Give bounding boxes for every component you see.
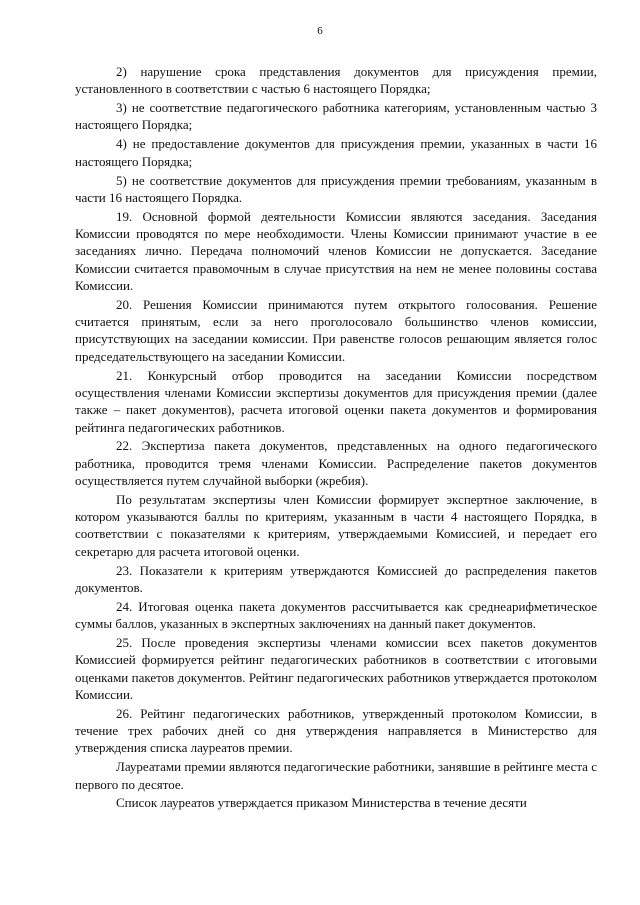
paragraph-25: 25. После проведения экспертизы членами комиссии всех пакетов документов Комиссией формируется рейтинг педагогических работников в соответствии с итоговыми оценками пакетов документов. Рейтинг педагогических работников утверждается протоколом Комиссии. [75, 635, 597, 702]
paragraph-22-continued: По результатам экспертизы член Комиссии формирует экспертное заключение, в котором указываются баллы по критериям, указанным в части 4 настоящего Порядка, в соответствии с показателями к критериям, утверждаемыми Комиссией, и передает его секретарю для расчета итоговой оценки. [75, 491, 597, 559]
paragraph-24: 24. Итоговая оценка пакета документов рассчитывается как среднеарифметическое суммы баллов, указанных в экспертных заключениях на данный пакет документов. [75, 598, 597, 632]
paragraph-19: 19. Основной формой деятельности Комиссии являются заседания. Заседания Комиссии проводятся по мере необходимости. Члены Комиссии принимают участие в ее заседаниях лично. Передача полномочий членов Комиссии не допускается. Заседание Комиссии считается правомочным в случае присутствия на нем не менее половины состава Комиссии. [75, 208, 597, 293]
paragraph-laureates: Лауреатами премии являются педагогические работники, занявшие в рейтинге места с первого по десятое. [75, 759, 597, 792]
paragraph-item-5: 5) не соответствие документов для присуждения премии требованиям, указанным в части 16 настоящего Порядка. [75, 172, 597, 205]
paragraph-26: 26. Рейтинг педагогических работников, утвержденный протоколом Комиссии, в течение трех рабочих дней со дня утверждения направляется в Министерство для утверждения списка лауреатов премии. [75, 705, 597, 756]
paragraph-item-2: 2) нарушение срока представления документов для присуждения премии, установленного в соответствии с частью 6 настоящего Порядка; [75, 64, 597, 97]
paragraph-22: 22. Экспертиза пакета документов, представленных на одного педагогического работника, проводится тремя членами Комиссии. Распределение пакетов документов осуществляется путем случайной выборки (жребия). [75, 438, 597, 488]
paragraph-item-3: 3) не соответствие педагогического работника категориям, установленным частью 3 настоящего Порядка; [75, 100, 597, 133]
paragraph-23: 23. Показатели к критериям утверждаются Комиссией до распределения пакетов документов. [75, 562, 597, 595]
document-body [75, 63, 597, 813]
paragraph-21: 21. Конкурсный отбор проводится на заседании Комиссии посредством осуществления членами Комиссии экспертизы документов для присуждения премии (далее также – пакет документов), расчета итоговой оценки пакета документов и формирования рейтинга педагогических работников. [75, 367, 597, 435]
paragraph-item-4: 4) не предоставление документов для присуждения премии, указанных в части 16 настоящего Порядка; [75, 136, 597, 169]
paragraph-20: 20. Решения Комиссии принимаются путем открытого голосования. Решение считается принятым, если за него проголосовало большинство членов комиссии, присутствующих на заседании комиссии. При равенстве голосов решающим является голос председательствующего на заседании Комиссии. [75, 296, 597, 364]
page-number: 6 [317, 25, 323, 37]
paragraph-laureates-list: Список лауреатов утверждается приказом Министерства в течение десяти [116, 795, 527, 811]
